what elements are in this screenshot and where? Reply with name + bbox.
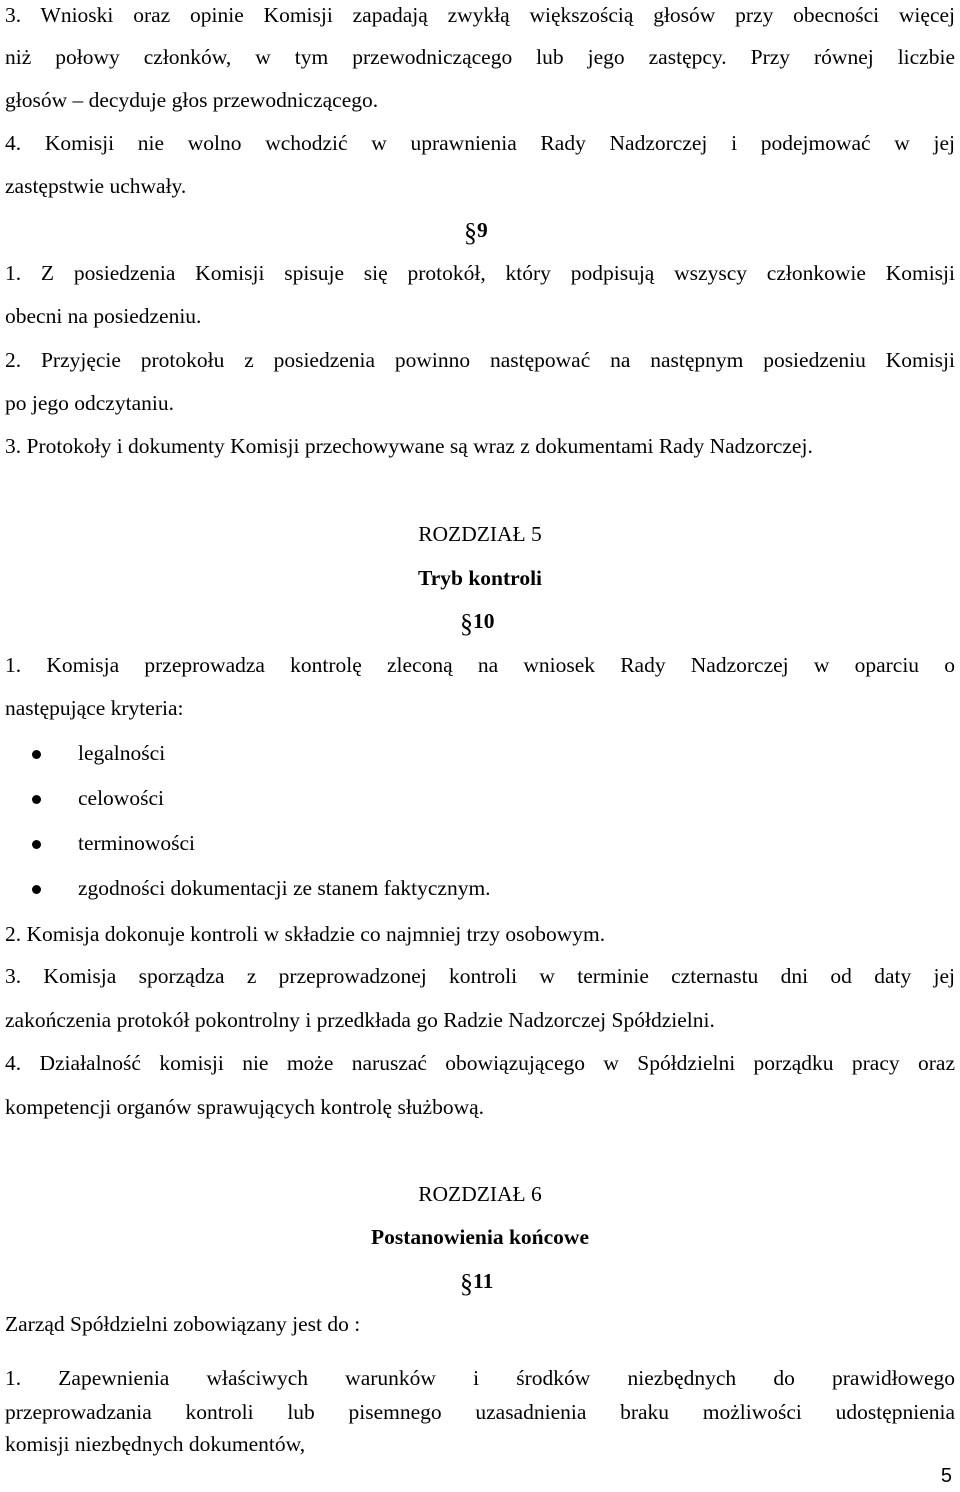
section-9-point-2-line-1: 2. Przyjęcie protokołu z posiedzenia powinno następować na następnym posiedzeniu Komisji [5, 348, 955, 372]
bullet-icon [32, 795, 41, 804]
section-10-point-1-line-2: następujące kryteria: [5, 696, 184, 720]
section-11-point-1-line-3: komisji niezbędnych dokumentów, [5, 1432, 306, 1456]
section-10-point-3-line-2: zakończenia protokół pokontrolny i przedkłada go Radzie Nadzorczej Spółdzielni. [5, 1008, 715, 1032]
section-10-heading [460, 611, 495, 637]
section-10-point-4-line-1: 4. Działalność komisji nie może naruszać obowiązującego w Spółdzielni porządku pracy oraz [5, 1051, 955, 1075]
section-8-point-4-line-2: zastępstwie uchwały. [5, 174, 187, 198]
bullet-icon [32, 840, 41, 849]
section-10-number: 10 [473, 609, 495, 633]
section-11-number: 11 [473, 1269, 494, 1293]
section-8-point-4-line-1: 4. Komisji nie wolno wchodzić w uprawnienia Rady Nadzorczej i podejmować w jej [5, 131, 955, 155]
chapter-5-title: Tryb kontroli [417, 566, 543, 590]
section-10-point-1-line-1: 1. Komisja przeprowadza kontrolę zleconą na wniosek Rady Nadzorczej w oparciu o [5, 653, 955, 677]
page-number: 5 [940, 1465, 952, 1487]
section-8-point-3-line-1: 3. Wnioski oraz opinie Komisji zapadają zwykłą większością głosów przy obecności więcej [5, 3, 955, 27]
section-10-point-3-line-1: 3. Komisja sporządza z przeprowadzonej kontroli w terminie czternastu dni od daty jej [5, 964, 955, 988]
section-10-point-4-line-2: kompetencji organów sprawujących kontrolę służbową. [5, 1095, 485, 1119]
section-9-point-3-line-1: 3. Protokoły i dokumenty Komisji przechowywane są wraz z dokumentami Rady Nadzorczej. [5, 434, 813, 458]
chapter-5-heading: ROZDZIAŁ 5 [418, 522, 542, 546]
section-9-point-1-line-1: 1. Z posiedzenia Komisji spisuje się protokół, który podpisują wszyscy członkowie Komisji [5, 261, 955, 285]
section-9-symbol: § [464, 218, 477, 247]
criteria-item-text: zgodności dokumentacji ze stanem faktycznym. [78, 876, 491, 900]
chapter-6-heading: ROZDZIAŁ 6 [418, 1182, 542, 1206]
section-9-heading [464, 220, 488, 246]
criteria-item-text: celowości [78, 786, 164, 810]
section-9-point-1-line-2: obecni na posiedzeniu. [5, 304, 202, 328]
section-11-heading [460, 1271, 493, 1297]
section-11-point-1-line-2: przeprowadzania kontroli lub pisemnego uzasadnienia braku możliwości udostępnienia [5, 1400, 955, 1424]
section-11-point-1-line-1: 1. Zapewnienia właściwych warunków i środków niezbędnych do prawidłowego [5, 1366, 955, 1390]
section-8-point-3-line-2: niż połowy członków, w tym przewodniczącego lub jego zastępcy. Przy równej liczbie [5, 45, 955, 69]
section-9-number: 9 [477, 218, 488, 242]
bullet-icon [32, 750, 41, 759]
bullet-icon [32, 885, 41, 894]
section-11-symbol: § [460, 1269, 473, 1298]
chapter-6-title: Postanowienia końcowe [371, 1225, 589, 1249]
section-11-intro: Zarząd Spółdzielni zobowiązany jest do : [5, 1312, 361, 1336]
section-10-symbol: § [460, 609, 473, 638]
section-9-point-2-line-2: po jego odczytaniu. [5, 391, 174, 415]
section-8-point-3-line-3: głosów – decyduje głos przewodniczącego. [5, 88, 379, 112]
criteria-item-text: legalności [78, 741, 166, 765]
section-10-point-2-line-1: 2. Komisja dokonuje kontroli w składzie co najmniej trzy osobowym. [5, 922, 606, 946]
criteria-item-text: terminowości [78, 831, 196, 855]
